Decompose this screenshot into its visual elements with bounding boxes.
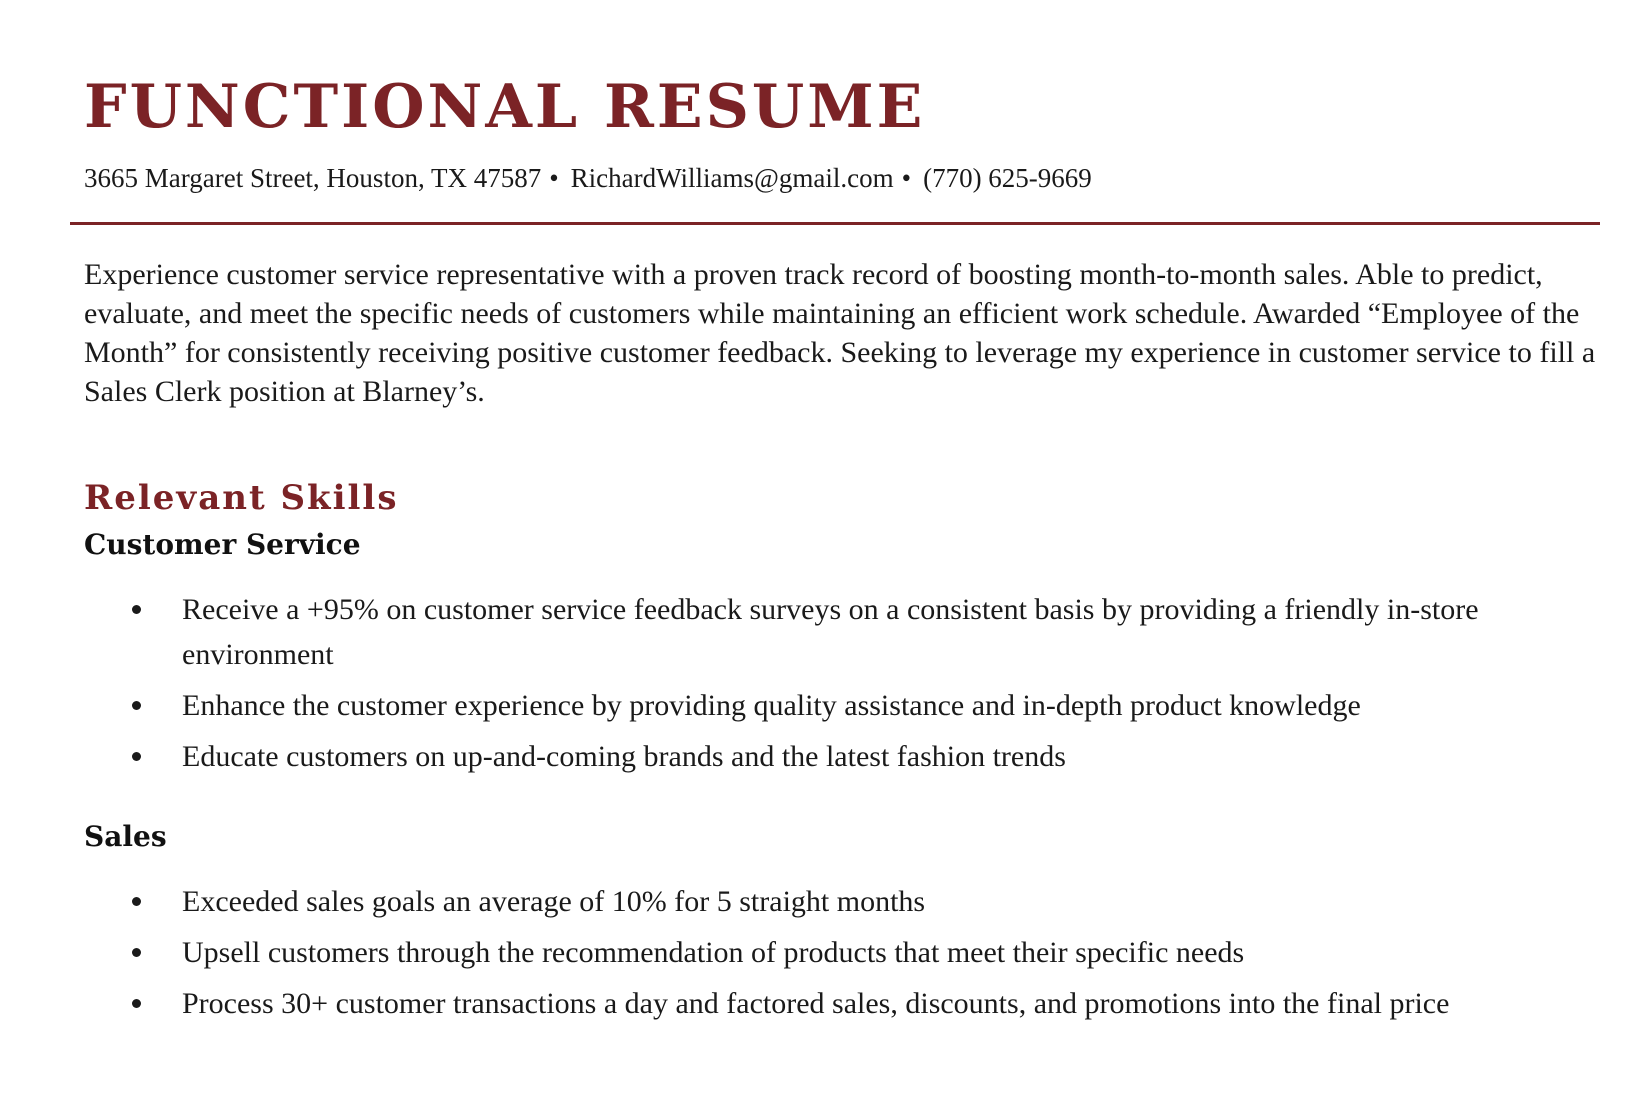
skill-group-list (84, 879, 1584, 1032)
list-item-text: Upsell customers through the recommendation of products that meet their specific needs (182, 936, 1245, 969)
list-item (84, 683, 1584, 728)
contact-phone: (770) 625-9669 (923, 163, 1092, 193)
list-item-text: Exceeded sales goals an average of 10% for 5 straight months (182, 885, 926, 918)
list-item (84, 587, 1584, 677)
bullet-icon (132, 948, 141, 957)
contact-email: RichardWilliams@gmail.com (570, 163, 894, 193)
list-item (84, 734, 1584, 779)
bullet-icon (132, 605, 141, 614)
bullet-icon (132, 701, 141, 710)
list-item (84, 981, 1584, 1026)
contact-address: 3665 Margaret Street, Houston, TX 47587 (84, 163, 542, 193)
bullet-icon (132, 752, 141, 761)
contact-separator: • (549, 163, 559, 193)
contact-line (84, 163, 1092, 194)
list-item-text: Process 30+ customer transactions a day and factored sales, discounts, and promotions into the final price (182, 987, 1450, 1020)
skill-group-title: Customer Service (84, 528, 361, 561)
list-item-text: Educate customers on up-and-coming brands and the latest fashion trends (182, 740, 1066, 773)
list-item-text: Receive a +95% on customer service feedback surveys on a consistent basis by providing a friendly in-store environment (182, 593, 1479, 671)
header-divider (70, 222, 1600, 225)
list-item-text: Enhance the customer experience by providing quality assistance and in-depth product knowledge (182, 689, 1361, 722)
skill-group-title: Sales (84, 820, 167, 853)
section-heading-skills: Relevant Skills (84, 478, 399, 518)
bullet-icon (132, 999, 141, 1008)
contact-separator: • (901, 163, 912, 193)
list-item (84, 879, 1584, 924)
page-title: FUNCTIONAL RESUME (84, 72, 926, 142)
list-item (84, 930, 1584, 975)
bullet-icon (132, 897, 141, 906)
skill-group-list (84, 587, 1584, 785)
summary-paragraph: Experience customer service representative with a proven track record of boosting month-to-month sales. Able to predict, evaluate, and meet the specific needs of customers while maintaining an efficient work schedule. Awarded “Employee of the Month” for consistently receiving positive customer feedback. Seeking to leverage my experience in customer service to fill a Sales Clerk position at Blarney’s. (84, 258, 1596, 408)
